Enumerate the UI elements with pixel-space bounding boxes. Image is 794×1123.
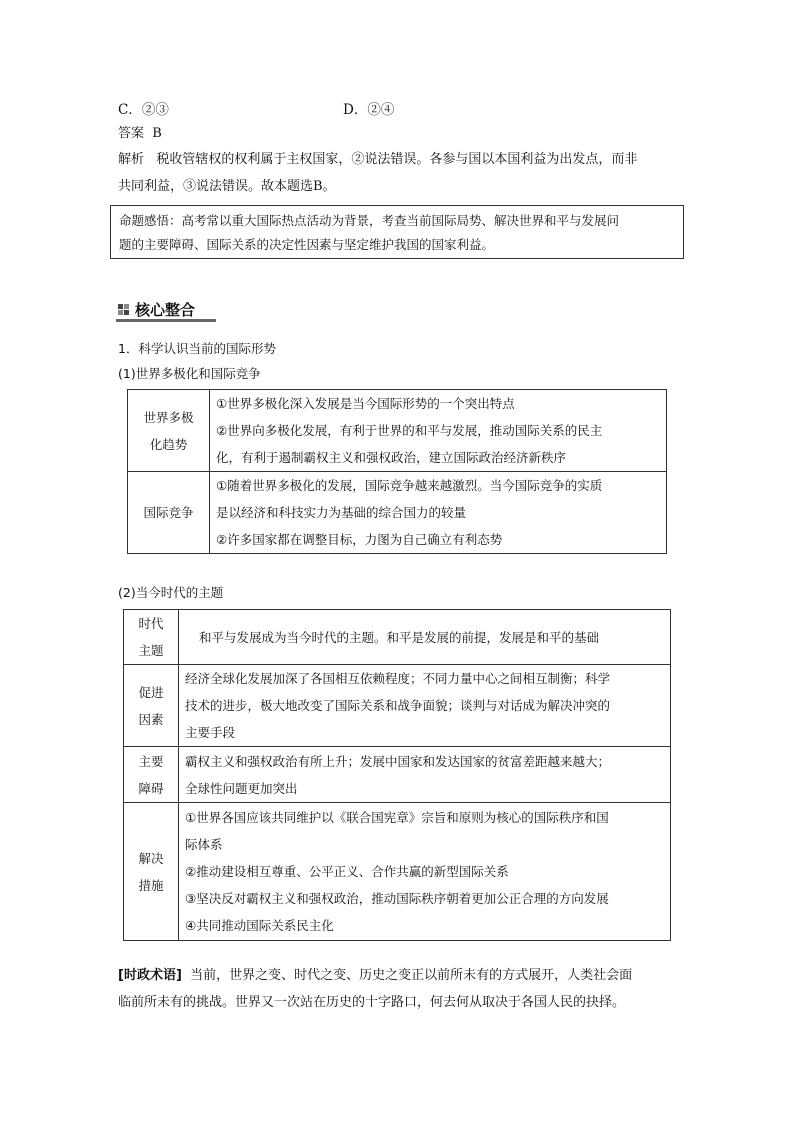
- subheading-1: (1)世界多极化和国际竞争: [118, 366, 261, 381]
- option-c: C．②③: [118, 102, 169, 118]
- table-row: [124, 803, 671, 941]
- table-row: [124, 610, 671, 665]
- table-row: [128, 390, 667, 472]
- row-content-obstacles: 霸权主义和强权政治有所上升；发展中国家和发达国家的贫富差距越来越大； 全球性问题更加突出: [179, 747, 671, 803]
- era-theme-table: [123, 609, 671, 941]
- analysis-label: 解析: [118, 152, 145, 167]
- politics-term-line-2: 临前所未有的挑战。世界又一次站在历史的十字路口，何去何从取决于各国人民的抉择。: [118, 995, 626, 1010]
- row-head-measures: 解决 措施: [124, 803, 179, 941]
- analysis-line-1: [118, 150, 688, 170]
- point-1-heading: 1．科学认识当前的国际形势: [118, 341, 276, 356]
- table-row: [128, 472, 667, 554]
- row-head-multipolarity: 世界多极 化趋势: [128, 390, 210, 472]
- row-head-theme: 时代 主题: [124, 610, 179, 665]
- option-d: D．②④: [343, 102, 395, 118]
- subheading-2: (2)当今时代的主题: [118, 585, 224, 600]
- row-content-theme: 和平与发展成为当今时代的主题。和平是发展的前提，发展是和平的基础: [179, 610, 671, 665]
- multipolarity-table: [127, 389, 667, 554]
- table-row: [124, 747, 671, 803]
- row-head-factors: 促进 因素: [124, 665, 179, 747]
- row-content-competition: ①随着世界多极化的发展，国际竞争越来越激烈。当今国际竞争的实质 是以经济和科技实力为基础的综合国力的较量 ②许多国家都在调整目标，力图为自己确立有利态势: [210, 472, 667, 554]
- row-head-obstacles: 主要 障碍: [124, 747, 179, 803]
- answer-value: B: [152, 126, 162, 141]
- analysis-line-2: 共同利益，③说法错误。故本题选B。: [118, 179, 336, 194]
- politics-term-line-1: [118, 966, 688, 986]
- row-content-multipolarity: ①世界多极化深入发展是当今国际形势的一个突出特点 ②世界向多极化发展，有利于世界的和平与发展，推动国际关系的民主 化，有利于遏制霸权主义和强权政治，建立国际政治经济新秩序: [210, 390, 667, 472]
- politics-term-label: [时政术语]: [118, 968, 182, 983]
- insight-line-2: 题的主要障碍、国际关系的决定性因素与坚定维护我国的国家利益。: [119, 237, 495, 252]
- row-content-factors: 经济全球化发展加深了各国相互依赖程度；不同力量中心之间相互制衡；科学 技术的进步，极大地改变了国际关系和战争面貌；谈判与对话成为解决冲突的 主要手段: [179, 665, 671, 747]
- section-underline: [116, 319, 216, 322]
- section-title: 核心整合: [135, 300, 196, 319]
- row-head-competition: 国际竞争: [128, 472, 210, 554]
- proposition-insight-box: [110, 205, 684, 259]
- answer-label: 答案: [118, 126, 145, 141]
- answer-line: [118, 124, 162, 144]
- politics-term-text-1: 当前，世界之变、时代之变、历史之变正以前所未有的方式展开，人类社会面: [190, 968, 633, 983]
- insight-line-1: 命题感悟：高考常以重大国际热点活动为背景，考查当前国际局势、解决世界和平与发展问: [119, 213, 620, 228]
- table-row: [124, 665, 671, 747]
- analysis-text-1: 税收管辖权的权利属于主权国家，②说法错误。各参与国以本国利益为出发点，而非: [156, 152, 638, 167]
- row-content-measures: ①世界各国应该共同维护以《联合国宪章》宗旨和原则为核心的国际秩序和国 际体系 ②推动建设相互尊重、公平正义、合作共赢的新型国际关系 ③坚决反对霸权主义和强权政治，推动国际秩序朝着更加公正合理的方向发展 ④共同推动国际关系民主化: [179, 803, 671, 941]
- section-square-icon: [118, 304, 129, 315]
